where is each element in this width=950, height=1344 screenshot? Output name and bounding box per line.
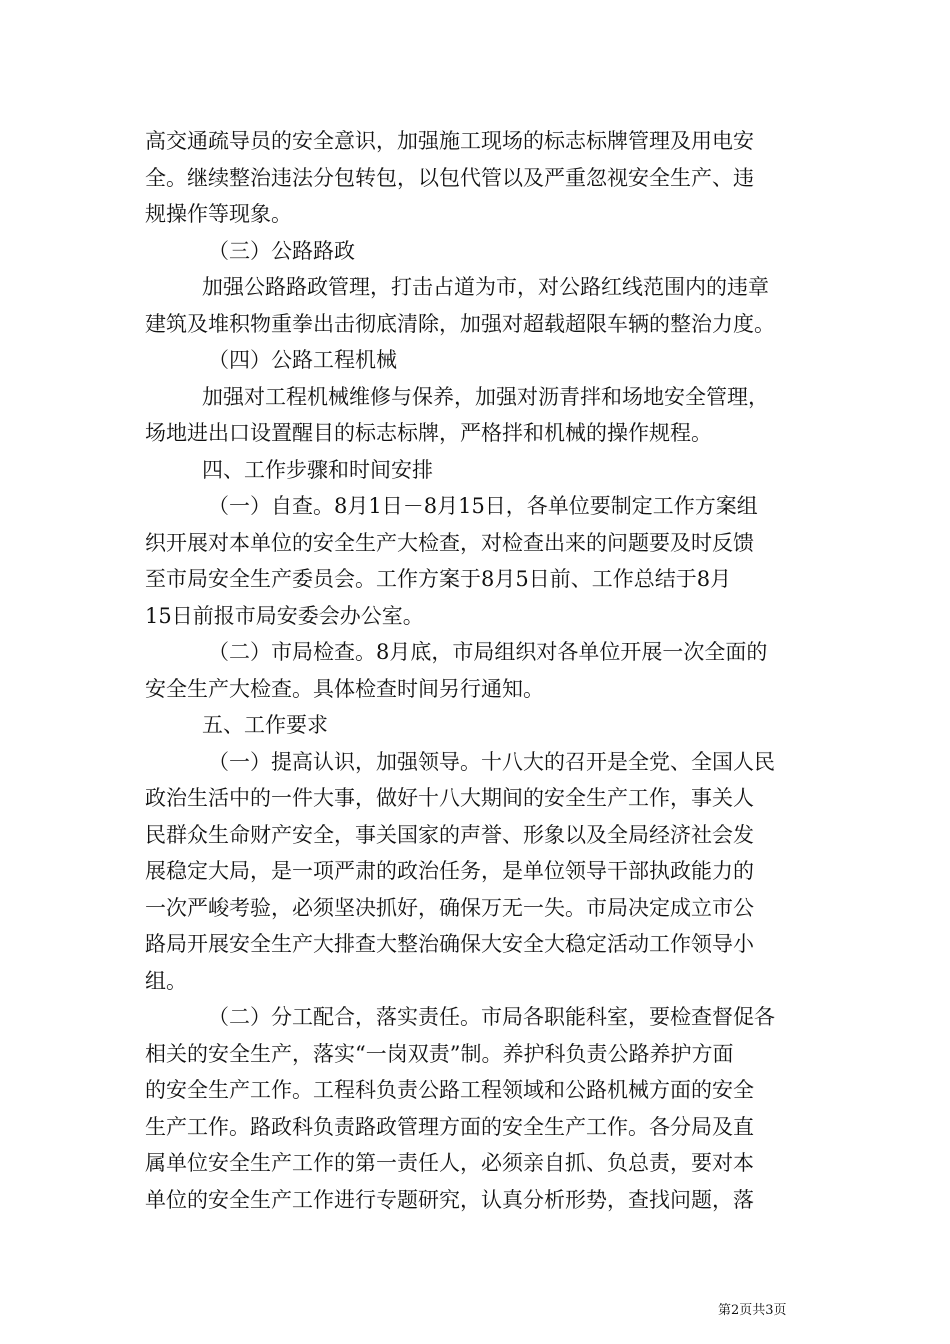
- text-line: 场地进出口设置醒目的标志标牌，严格拌和机械的操作规程。: [145, 421, 712, 445]
- text-line: 展稳定大局，是一项严肃的政治任务，是单位领导干部执政能力的: [145, 859, 754, 883]
- paragraph-first-line: （二）分工配合，落实责任。市局各职能科室，要检查督促各: [208, 1005, 775, 1029]
- text-line: 高交通疏导员的安全意识，加强施工现场的标志标牌管理及用电安: [145, 129, 754, 153]
- page-number: 第2页共3页: [718, 1303, 787, 1318]
- text-line: 的安全生产工作。工程科负责公路工程领域和公路机械方面的安全: [145, 1078, 754, 1102]
- section-heading: （四）公路工程机械: [208, 348, 397, 372]
- paragraph-first-line: 加强对工程机械维修与保养，加强对沥青拌和场地安全管理，: [202, 384, 769, 409]
- text-line: 规操作等现象。: [145, 202, 292, 226]
- text-line: 属单位安全生产工作的第一责任人，必须亲自抓、负总责，要对本: [145, 1151, 754, 1175]
- paragraph-first-line: （二）市局检查。8月底，市局组织对各单位开展一次全面的: [208, 640, 768, 664]
- text-line: 一次严峻考验，必须坚决抓好，确保万无一失。市局决定成立市公: [145, 895, 754, 920]
- paragraph-first-line: （一）提高认识，加强领导。十八大的召开是全党、全国人民: [208, 749, 775, 774]
- text-line: 民群众生命财产安全，事关国家的声誉、形象以及全局经济社会发: [145, 822, 754, 847]
- paragraph-first-line: 加强公路路政管理，打击占道为市，对公路红线范围内的违章: [202, 275, 769, 299]
- text-line: 生产工作。路政科负责路政管理方面的安全生产工作。各分局及直: [145, 1114, 754, 1139]
- text-line: 政治生活中的一件大事，做好十八大期间的安全生产工作，事关人: [145, 786, 754, 810]
- paragraph-first-line: （一）自查。8月1日－8月15日，各单位要制定工作方案组: [208, 494, 758, 518]
- text-line: 织开展对本单位的安全生产大检查，对检查出来的问题要及时反馈: [145, 530, 754, 555]
- section-heading: （三）公路路政: [208, 238, 355, 263]
- text-line: 相关的安全生产，落实“一岗双责”制。养护科负责公路养护方面: [145, 1041, 734, 1066]
- document-body: [145, 123, 805, 1218]
- text-line: 全。继续整治违法分包转包，以包代管以及严重忽视安全生产、违: [145, 165, 754, 190]
- section-heading: 四、工作步骤和时间安排: [202, 457, 433, 482]
- text-line: 至市局安全生产委员会。工作方案于8月5日前、工作总结于8月: [145, 567, 732, 591]
- text-line: 建筑及堆积物重拳出击彻底清除，加强对超载超限车辆的整治力度。: [145, 311, 775, 336]
- section-heading: 五、工作要求: [202, 713, 328, 737]
- text-line: 组。: [145, 968, 187, 993]
- text-line: 15日前报市局安委会办公室。: [145, 603, 424, 628]
- text-line: 安全生产大检查。具体检查时间另行通知。: [145, 676, 544, 701]
- text-line: 路局开展安全生产大排查大整治确保大安全大稳定活动工作领导小: [145, 932, 754, 956]
- text-line: 单位的安全生产工作进行专题研究，认真分析形势，查找问题，落: [145, 1187, 754, 1212]
